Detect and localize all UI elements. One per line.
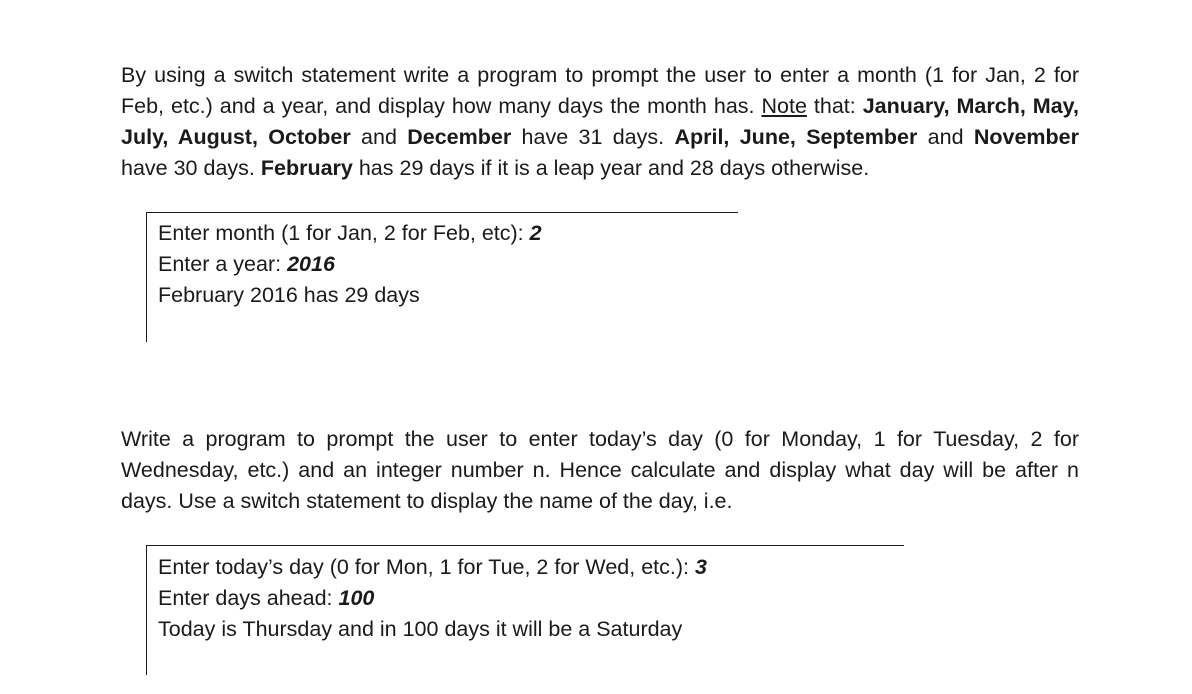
console2-day-value: 3 [694,555,707,579]
console2-day-prompt: Enter today’s day (0 for Mon, 1 for Tue, 2 for Wed, etc.): [158,555,695,579]
console1-month-prompt: Enter month (1 for Jan, 2 for Feb, etc): [158,221,530,245]
console1-result: February 2016 has 29 days [158,283,420,307]
console2-result: Today is Thursday and in 100 days it will be a Saturday [158,617,683,641]
console2-ahead-prompt: Enter days ahead: [158,586,339,610]
problem-2-description: Write a program to prompt the user to enter today’s day (0 for Monday, 1 for Tuesday, 2 for Wednesday, etc.) and an integer number n. Hence calculate and display what day will be after n days. Use a switch statement to display the name of the day, i.e. [121,427,1079,513]
p1-text-3: and [350,125,408,149]
sample-output-box-1 [146,212,738,342]
p1-text-5: and [917,125,974,149]
console2-line-2 [158,583,904,614]
problem-1-description [121,60,1079,184]
console2-ahead-value: 100 [338,586,375,610]
sample-output-box-2 [146,545,904,675]
console2-line-1 [158,552,904,583]
p1-text-4: have 31 days. [511,125,675,149]
p1-month-november: November [973,125,1080,149]
p1-text-6: have 30 days. [121,156,261,180]
console1-month-value: 2 [529,221,542,245]
p1-months-30: April, June, September [674,125,918,149]
p1-months-31: January, March, May, July, August, October [121,94,1079,149]
p1-text-7: has 29 days if it is a leap year and 28 days otherwise. [352,156,870,180]
p1-text-2: that: [806,94,863,118]
note-label: Note [761,94,807,118]
p1-month-december: December [407,125,512,149]
console1-year-prompt: Enter a year: [158,252,288,276]
console1-line-1 [158,218,738,249]
p1-text-1: By using a switch statement write a program to prompt the user to enter a month (1 for Jan, 2 for Feb, etc.) and a year, and display how many days the month has. [121,63,1079,118]
console1-line-2 [158,249,738,280]
p1-month-february: February [260,156,353,180]
console1-year-value: 2016 [287,252,335,276]
